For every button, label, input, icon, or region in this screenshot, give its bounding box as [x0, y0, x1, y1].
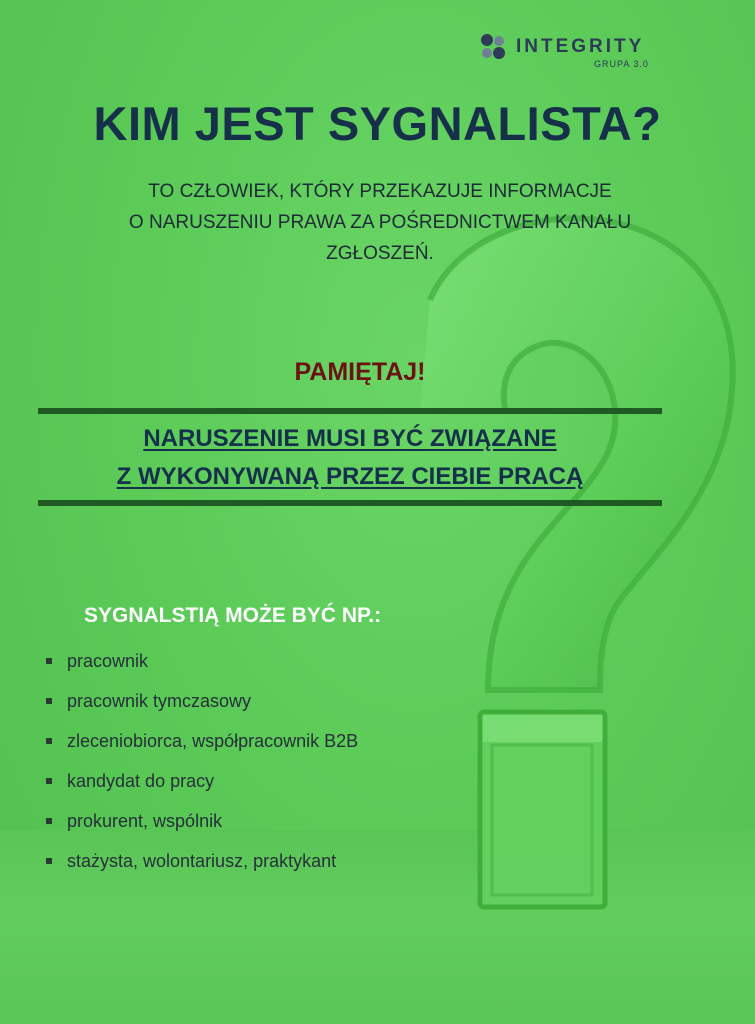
divider-top: [38, 408, 662, 414]
notice-line-2: Z WYKONYWANĄ PRZEZ CIEBIE PRACĄ: [116, 463, 584, 490]
list-item: kandydat do pracy: [44, 766, 358, 806]
list-item: pracownik: [44, 646, 358, 686]
logo-subtitle: GRUPA 3.0: [594, 59, 649, 69]
page-title: KIM JEST SYGNALISTA?: [93, 97, 662, 150]
list-item: zleceniobiorca, współpracownik B2B: [44, 726, 358, 766]
company-logo: [478, 30, 678, 76]
remember-heading: PAMIĘTAJ!: [294, 358, 426, 386]
definition-line-2: O NARUSZENIU PRAWA ZA POŚREDNICTWEM KANAŁU: [128, 212, 632, 233]
divider-bottom: [38, 500, 662, 506]
definition-text: [50, 176, 710, 269]
notice-text: [40, 420, 660, 496]
definition-line-3: ZGŁOSZEŃ.: [326, 243, 434, 264]
list-item: pracownik tymczasowy: [44, 686, 358, 726]
definition-line-1: TO CZŁOWIEK, KTÓRY PRZEKAZUJE INFORMACJE: [148, 181, 612, 202]
integrity-logo-icon: [478, 32, 508, 62]
notice-line-1: NARUSZENIE MUSI BYĆ ZWIĄZANE: [143, 425, 557, 452]
logo-name: INTEGRITY: [516, 36, 645, 57]
list-item: prokurent, wspólnik: [44, 806, 358, 846]
list-item: stażysta, wolontariusz, praktykant: [44, 846, 358, 886]
whistleblower-examples-list: [44, 646, 358, 886]
list-heading: SYGNALSTIĄ MOŻE BYĆ NP.:: [84, 604, 382, 627]
